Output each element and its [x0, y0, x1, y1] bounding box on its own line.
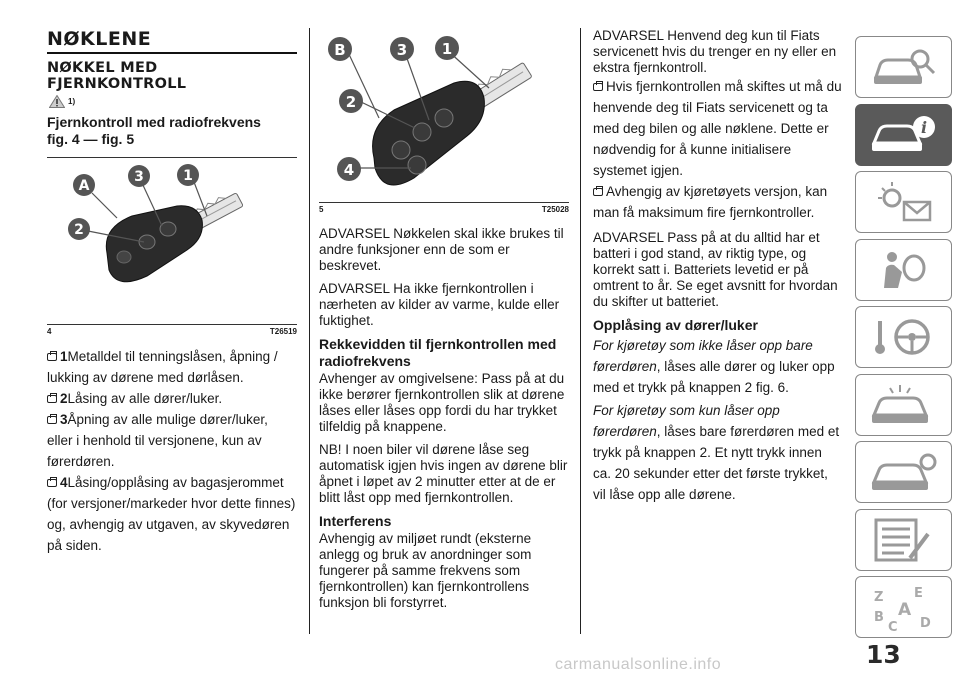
watermark: carmanualsonline.info: [555, 656, 722, 673]
svg-text:D: D: [920, 616, 931, 631]
callout-A: A: [78, 178, 90, 194]
note-icon: [47, 395, 57, 403]
figure-code: T26519: [269, 327, 297, 336]
tab-car-search[interactable]: [855, 36, 952, 98]
tab-starting-driving[interactable]: [855, 306, 952, 368]
callout-2: 2: [74, 222, 84, 238]
note-icon: [47, 416, 57, 424]
car-info-icon: [870, 111, 940, 161]
note-text: Avhengig av kjøretøyets versjon, kan man få maksimum fire fjernkontroller.: [593, 184, 828, 220]
figure-4-caption: [47, 325, 297, 336]
callout-3: 3: [396, 41, 408, 59]
item-text: Metalldel til tenningslåsen, åpning / lukking av dørene med dørlåsen.: [47, 349, 278, 385]
car-search-icon: [870, 43, 940, 93]
safety-airbag-icon: [870, 246, 940, 296]
index-abc-icon: [870, 583, 940, 633]
tab-car-info[interactable]: [855, 104, 952, 166]
figure-number: 4: [47, 327, 52, 336]
column-2: [319, 28, 569, 618]
list-item: [47, 346, 297, 388]
item-text: Åpning av alle mulige dører/luker, eller i henhold til versjonene, kun av førerdøren.: [47, 412, 268, 469]
heading-rule: [47, 52, 297, 54]
note-icon: [593, 83, 603, 91]
callout-B: B: [334, 41, 346, 59]
remote-title: [47, 114, 297, 148]
tab-warning-lights[interactable]: [855, 171, 952, 233]
subheading-line2: FJERNKONTROLL: [47, 76, 187, 92]
svg-text:Z: Z: [874, 590, 884, 605]
item-number: 2: [60, 391, 68, 406]
svg-text:i: i: [920, 117, 928, 137]
remote-key-closeup: [319, 28, 569, 202]
warning-paragraph: ADVARSEL Ha ikke fjernkontrollen i nærheten av kilder av varme, kulde eller fuktighet.: [319, 281, 560, 328]
figure-4: [47, 158, 297, 324]
button-4: [117, 251, 131, 263]
note-paragraph: [593, 76, 843, 181]
column-divider: [309, 28, 310, 634]
tab-maintenance[interactable]: [855, 441, 952, 503]
car-maintenance-icon: [870, 448, 940, 498]
unlock-heading: Opplåsing av dører/luker: [593, 317, 758, 333]
nb-paragraph: NB! I noen biler vil dørene låse seg automatisk igjen hvis ingen av dørene blir åpnet i løpet av 2 minutter etter at de er blitt låst opp med fjernkontrollen.: [319, 442, 568, 505]
item-text: Låsing/opplåsing av bagasjerommet (for versjoner/markeder hvor dette finnes) og, avhengig av utgaven, av skyvedøren på siden.: [47, 475, 296, 553]
column-3: [593, 28, 843, 505]
tab-index[interactable]: [855, 576, 952, 638]
list-item: [47, 388, 297, 409]
callout-1: 1: [183, 168, 193, 184]
tab-safety[interactable]: [855, 239, 952, 301]
warning-paragraph: ADVARSEL Henvend deg kun til Fiats servicenett hvis du trenger en ny eller en ekstra fjernkontroll.: [593, 28, 837, 75]
figure-5: [319, 28, 569, 202]
note-icon: [47, 479, 57, 487]
callout-3: 3: [134, 169, 144, 185]
warning-paragraph: ADVARSEL Pass på at du alltid har et batteri i god stand, av riktig type, og korrekt satt i. Batteriets levetid er på omtrent to år. Se eget avsnitt for hvordan du skifter ut batteriet.: [593, 230, 838, 309]
warning-lights-icon: [870, 178, 940, 228]
svg-text:C: C: [888, 620, 898, 633]
figure-number: 5: [319, 205, 324, 214]
column-1: [47, 28, 297, 556]
svg-text:A: A: [898, 600, 912, 620]
instruction-text: , låses bare førerdøren med et trykk på knappen 2. Et nytt trykk innen ca. 20 sekunder etter det første trykket, vil låse opp alle dørene.: [593, 424, 840, 502]
condition-text: For kjøretøy som kun låser opp førerdøren: [593, 403, 780, 439]
svg-text:E: E: [914, 586, 923, 601]
callout-4: 4: [343, 161, 355, 179]
interference-heading: Interferens: [319, 513, 392, 529]
warning-paragraph: ADVARSEL Nøkkelen skal ikke brukes til andre funksjoner enn de som er beskrevet.: [319, 226, 564, 273]
warning-reference: [49, 95, 297, 108]
range-paragraph: Avhenger av omgivelsene: Pass på at du ikke berører fjernkontrollen slik at dørene låses eller låses opp fordi du har trykket tilfeldig på knappene.: [319, 371, 565, 434]
list-item: [47, 409, 297, 472]
section-heading: NØKLENE: [47, 28, 152, 50]
condition-text: For kjøretøy som ikke låser opp bare førerdøren: [593, 338, 813, 374]
tab-emergency[interactable]: [855, 374, 952, 436]
tab-technical-data[interactable]: [855, 509, 952, 571]
remote-title-line1: Fjernkontroll med radiofrekvens: [47, 114, 261, 130]
figure-5-caption: [319, 203, 569, 214]
column-divider: [580, 28, 581, 634]
item-number: 1: [60, 349, 68, 364]
steering-wheel-icon: [870, 313, 940, 363]
remote-key-illustration: [47, 158, 297, 324]
interference-paragraph: Avhengig av miljøet rundt (eksterne anlegg og bruk av anordninger som fungerer på samme frekvens som fjernkontrollen) kan fjernkontrollens funksjon bli forstyrret.: [319, 531, 532, 610]
button-3: [160, 222, 176, 236]
specs-list-icon: [870, 516, 940, 566]
unlock-paragraph-2: [593, 400, 843, 505]
page-number: 13: [866, 640, 901, 669]
warning-ref-label: 1): [68, 97, 76, 106]
note-icon: [47, 353, 57, 361]
callout-1: 1: [441, 40, 453, 58]
item-number: 4: [60, 475, 68, 490]
item-text: Låsing av alle dører/luker.: [67, 391, 223, 406]
note-paragraph: [593, 181, 843, 223]
callout-2: 2: [345, 93, 357, 111]
car-breakdown-icon: [870, 381, 940, 431]
warning-triangle-icon: [49, 95, 65, 108]
item-number: 3: [60, 412, 68, 427]
chapter-sidebar: [855, 36, 952, 644]
range-heading: Rekkevidden til fjernkontrollen med radiofrekvens: [319, 336, 557, 369]
note-text: Hvis fjernkontrollen må skiftes ut må du henvende deg til Fiats servicenett og ta med deg bilen og alle nøklene. Dette er nødvendig for å kunne initialisere systemet igjen.: [593, 79, 842, 178]
figure-code: T25028: [541, 205, 569, 214]
instruction-text: , låses alle dører og luker opp med et trykk på knappen 2 fig. 6.: [593, 359, 835, 395]
list-item: [47, 472, 297, 556]
subheading-line1: NØKKEL MED: [47, 60, 158, 76]
remote-title-line2: fig. 4 — fig. 5: [47, 131, 135, 147]
note-icon: [593, 188, 603, 196]
svg-text:B: B: [874, 610, 884, 625]
unlock-paragraph-1: [593, 335, 843, 398]
